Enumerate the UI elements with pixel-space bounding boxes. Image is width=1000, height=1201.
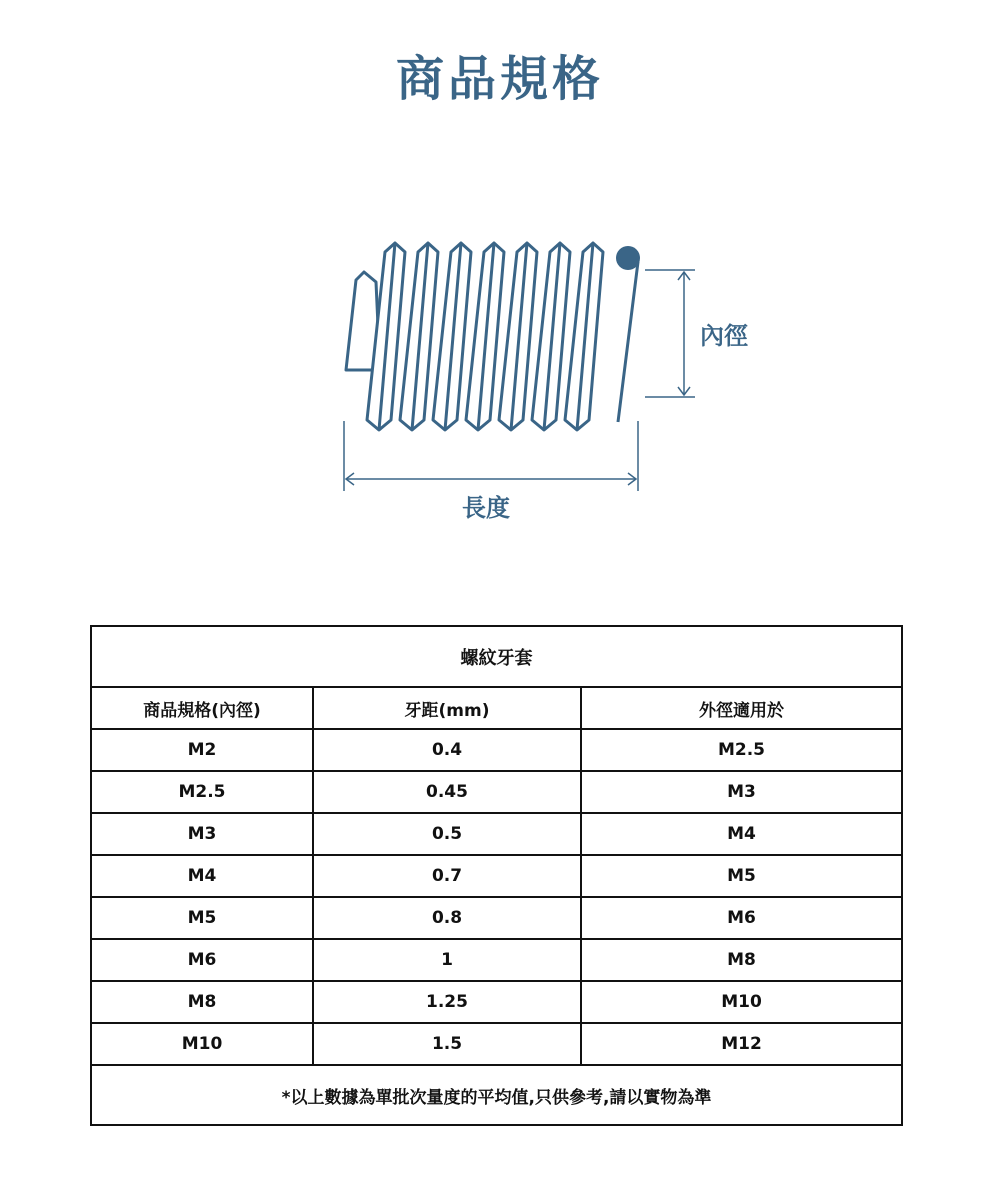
table-cell: 0.5 [313, 813, 581, 855]
table-cell: M2.5 [91, 771, 313, 813]
table-title: 螺紋牙套 [91, 626, 902, 687]
table-cell: M3 [91, 813, 313, 855]
table-cell: 1.5 [313, 1023, 581, 1065]
table-row [91, 981, 902, 1023]
table-cell: 0.4 [313, 729, 581, 771]
header-pitch: 牙距(mm) [313, 687, 581, 729]
thread-insert-diagram [0, 0, 1000, 560]
table-cell: M3 [581, 771, 902, 813]
table-cell: 0.8 [313, 897, 581, 939]
table-row [91, 771, 902, 813]
table-cell: M10 [91, 1023, 313, 1065]
length-label: 長度 [462, 494, 510, 522]
table-cell: M2 [91, 729, 313, 771]
table-cell: M8 [581, 939, 902, 981]
table-cell: 0.45 [313, 771, 581, 813]
table-row [91, 813, 902, 855]
spec-table [90, 625, 903, 1126]
table-cell: M6 [581, 897, 902, 939]
coil-end [618, 262, 638, 422]
table-cell: M12 [581, 1023, 902, 1065]
inner-diameter-label: 內徑 [700, 322, 748, 350]
table-cell: 1.25 [313, 981, 581, 1023]
header-outer: 外徑適用於 [581, 687, 902, 729]
table-cell: 0.7 [313, 855, 581, 897]
table-cell: M6 [91, 939, 313, 981]
table-cell: 1 [313, 939, 581, 981]
table-row [91, 939, 902, 981]
table-cell: M4 [91, 855, 313, 897]
header-spec: 商品規格(內徑) [91, 687, 313, 729]
table-row [91, 1023, 902, 1065]
page-title: 商品規格 [395, 51, 604, 107]
table-cell: M8 [91, 981, 313, 1023]
table-row [91, 897, 902, 939]
table-cell: M4 [581, 813, 902, 855]
table-row [91, 855, 902, 897]
table-cell: M10 [581, 981, 902, 1023]
table-cell: M5 [91, 897, 313, 939]
table-cell: M2.5 [581, 729, 902, 771]
table-row [91, 729, 902, 771]
spring-coils [346, 243, 638, 430]
table-cell: M5 [581, 855, 902, 897]
footnote: *以上數據為單批次量度的平均值,只供參考,請以實物為準 [91, 1065, 902, 1125]
coil-end-dot [616, 246, 640, 270]
